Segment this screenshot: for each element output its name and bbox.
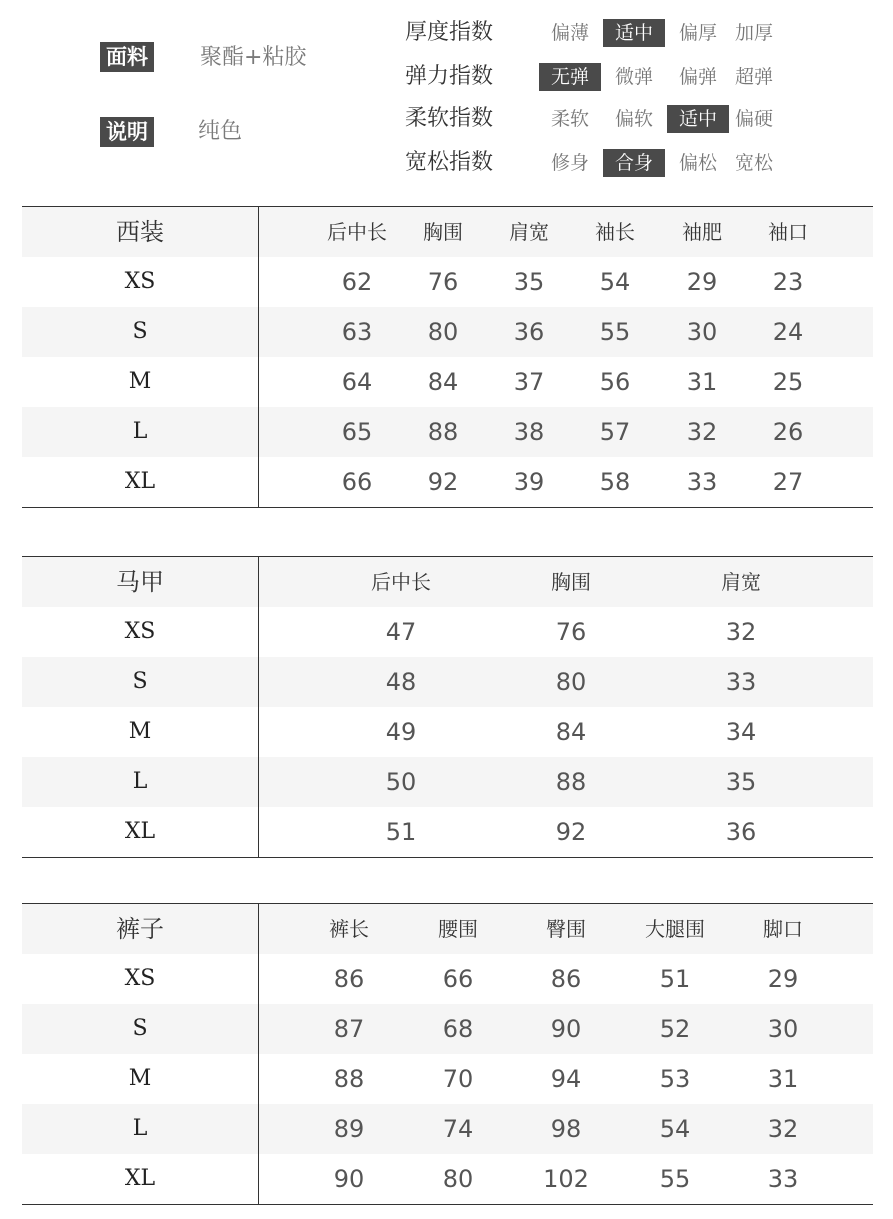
table-row [22, 657, 873, 707]
measurement-cell: 52 [659, 1015, 691, 1043]
table-header-row [22, 207, 873, 257]
size-label: XS [124, 619, 156, 644]
size-label: M [128, 719, 152, 744]
table-row [22, 1104, 873, 1154]
size-table [22, 903, 873, 1205]
measurement-cell: 32 [686, 418, 718, 446]
measurement-cell: 76 [555, 618, 587, 646]
measurement-cell: 102 [543, 1165, 589, 1193]
measurement-cell: 23 [772, 268, 804, 296]
measurement-cell: 88 [555, 768, 587, 796]
size-label: M [128, 1066, 152, 1091]
measurement-cell: 84 [427, 368, 459, 396]
index-option: 超弹 [734, 66, 773, 88]
index-label: 厚度指数 [405, 20, 494, 45]
measurement-cell: 86 [550, 965, 582, 993]
measurement-cell: 87 [333, 1015, 365, 1043]
measurement-cell: 66 [442, 965, 474, 993]
measurement-cell: 90 [333, 1165, 365, 1193]
size-label: S [132, 319, 148, 344]
measurement-cell: 32 [725, 618, 757, 646]
table-title: 西装 [116, 218, 164, 246]
size-label: XS [124, 966, 156, 991]
table-row [22, 807, 873, 857]
index-option: 偏厚 [678, 22, 717, 44]
measurement-cell: 25 [772, 368, 804, 396]
measurement-cell: 63 [341, 318, 373, 346]
column-divider [258, 904, 259, 1204]
measurement-cell: 51 [659, 965, 691, 993]
column-divider [258, 207, 259, 507]
column-header: 后中长 [371, 570, 431, 594]
index-option-selected: 合身 [603, 149, 665, 177]
index-option: 柔软 [550, 108, 589, 130]
measurement-cell: 24 [772, 318, 804, 346]
size-table [22, 206, 873, 508]
measurement-cell: 47 [385, 618, 417, 646]
measurement-cell: 70 [442, 1065, 474, 1093]
index-label: 弹力指数 [405, 64, 494, 89]
column-header: 脚口 [763, 917, 803, 941]
index-option: 微弹 [614, 66, 653, 88]
size-table [22, 556, 873, 858]
measurement-cell: 39 [513, 468, 545, 496]
measurement-cell: 36 [513, 318, 545, 346]
measurement-cell: 74 [442, 1115, 474, 1143]
column-header: 裤长 [329, 917, 369, 941]
index-option: 偏薄 [550, 22, 589, 44]
size-label: XL [124, 469, 156, 494]
table-title: 裤子 [116, 915, 164, 943]
column-header: 袖肥 [682, 220, 722, 244]
column-header: 臀围 [546, 917, 586, 941]
measurement-cell: 26 [772, 418, 804, 446]
fabric-tag: 面料 [100, 42, 154, 72]
index-option: 偏软 [614, 108, 653, 130]
measurement-cell: 49 [385, 718, 417, 746]
index-option-selected: 适中 [667, 105, 729, 133]
column-header: 胸围 [423, 220, 463, 244]
measurement-cell: 30 [767, 1015, 799, 1043]
index-option-selected: 适中 [603, 19, 665, 47]
measurement-cell: 80 [427, 318, 459, 346]
measurement-cell: 35 [513, 268, 545, 296]
measurement-cell: 54 [599, 268, 631, 296]
note-value: 纯色 [198, 119, 243, 144]
size-label: M [128, 369, 152, 394]
column-header: 肩宽 [509, 220, 549, 244]
measurement-cell: 55 [599, 318, 631, 346]
measurement-cell: 92 [427, 468, 459, 496]
measurement-cell: 50 [385, 768, 417, 796]
measurement-cell: 35 [725, 768, 757, 796]
measurement-cell: 33 [686, 468, 718, 496]
measurement-cell: 31 [686, 368, 718, 396]
measurement-cell: 54 [659, 1115, 691, 1143]
measurement-cell: 38 [513, 418, 545, 446]
fabric-value: 聚酯+粘胶 [200, 45, 307, 70]
note-tag: 说明 [100, 117, 154, 147]
index-option: 修身 [550, 152, 589, 174]
table-header-row [22, 904, 873, 954]
measurement-cell: 33 [725, 668, 757, 696]
measurement-cell: 94 [550, 1065, 582, 1093]
column-header: 袖长 [595, 220, 635, 244]
size-label: S [132, 1016, 148, 1041]
measurement-cell: 51 [385, 818, 417, 846]
measurement-cell: 64 [341, 368, 373, 396]
measurement-cell: 34 [725, 718, 757, 746]
measurement-cell: 80 [442, 1165, 474, 1193]
size-label: L [132, 1116, 148, 1141]
measurement-cell: 88 [427, 418, 459, 446]
table-row [22, 1004, 873, 1054]
index-option: 偏硬 [734, 108, 773, 130]
measurement-cell: 30 [686, 318, 718, 346]
table-row [22, 954, 873, 1004]
measurement-cell: 55 [659, 1165, 691, 1193]
table-row [22, 457, 873, 507]
index-option-selected: 无弹 [539, 63, 601, 91]
column-header: 大腿围 [645, 917, 705, 941]
measurement-cell: 84 [555, 718, 587, 746]
measurement-cell: 90 [550, 1015, 582, 1043]
column-divider [258, 557, 259, 857]
table-row [22, 1054, 873, 1104]
measurement-cell: 58 [599, 468, 631, 496]
measurement-cell: 57 [599, 418, 631, 446]
measurement-cell: 88 [333, 1065, 365, 1093]
table-row [22, 707, 873, 757]
size-label: XL [124, 819, 156, 844]
measurement-cell: 29 [686, 268, 718, 296]
table-title: 马甲 [116, 568, 164, 596]
size-label: XL [124, 1166, 156, 1191]
measurement-cell: 92 [555, 818, 587, 846]
table-header-row [22, 557, 873, 607]
index-label: 宽松指数 [405, 150, 494, 175]
measurement-cell: 80 [555, 668, 587, 696]
index-option: 加厚 [734, 22, 773, 44]
measurement-cell: 65 [341, 418, 373, 446]
size-label: L [132, 419, 148, 444]
column-header: 胸围 [551, 570, 591, 594]
measurement-cell: 98 [550, 1115, 582, 1143]
table-row [22, 307, 873, 357]
measurement-cell: 37 [513, 368, 545, 396]
measurement-cell: 66 [341, 468, 373, 496]
column-header: 肩宽 [721, 570, 761, 594]
size-label: S [132, 669, 148, 694]
table-row [22, 607, 873, 657]
index-option: 宽松 [734, 152, 773, 174]
measurement-cell: 27 [772, 468, 804, 496]
table-row [22, 357, 873, 407]
column-header: 腰围 [438, 917, 478, 941]
measurement-cell: 32 [767, 1115, 799, 1143]
measurement-cell: 36 [725, 818, 757, 846]
measurement-cell: 86 [333, 965, 365, 993]
measurement-cell: 68 [442, 1015, 474, 1043]
table-row [22, 757, 873, 807]
measurement-cell: 76 [427, 268, 459, 296]
index-option: 偏弹 [678, 66, 717, 88]
measurement-cell: 56 [599, 368, 631, 396]
measurement-cell: 29 [767, 965, 799, 993]
measurement-cell: 33 [767, 1165, 799, 1193]
size-label: XS [124, 269, 156, 294]
measurement-cell: 62 [341, 268, 373, 296]
index-label: 柔软指数 [405, 106, 494, 131]
measurement-cell: 48 [385, 668, 417, 696]
table-row [22, 1154, 873, 1204]
table-row [22, 257, 873, 307]
column-header: 袖口 [768, 220, 808, 244]
measurement-cell: 53 [659, 1065, 691, 1093]
size-label: L [132, 769, 148, 794]
measurement-cell: 31 [767, 1065, 799, 1093]
table-row [22, 407, 873, 457]
column-header: 后中长 [327, 220, 387, 244]
measurement-cell: 89 [333, 1115, 365, 1143]
index-option: 偏松 [678, 152, 717, 174]
